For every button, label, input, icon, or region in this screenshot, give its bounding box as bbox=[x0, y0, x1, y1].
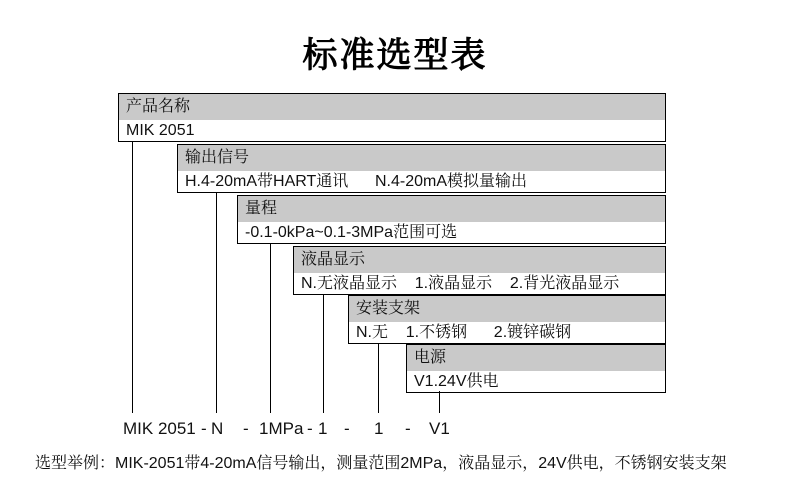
code-separator: - bbox=[243, 419, 249, 438]
header-cell-lcd-display: 液晶显示 bbox=[294, 247, 665, 273]
code-segment-power: V1 bbox=[429, 419, 450, 438]
code-segment-lcd: 1 bbox=[318, 419, 328, 438]
connector-line-power-supply bbox=[439, 391, 440, 413]
code-separator: - bbox=[307, 419, 313, 438]
value-cell-product-name: MIK 2051 bbox=[126, 122, 195, 139]
value-cell-range: -0.1-0kPa~0.1-3MPa范围可选 bbox=[245, 224, 458, 241]
header-cell-product-name: 产品名称 bbox=[119, 94, 665, 120]
row-product-name bbox=[118, 93, 666, 142]
code-separator: - bbox=[201, 419, 207, 438]
connector-line-lcd-display bbox=[323, 294, 324, 413]
code-segment-range: 1MPa bbox=[259, 419, 304, 438]
header-cell-range: 量程 bbox=[238, 196, 665, 222]
value-cell-output-signal: H.4-20mA带HART通讯 N.4-20mA模拟量输出 bbox=[185, 173, 527, 190]
header-cell-power-supply: 电源 bbox=[407, 345, 665, 371]
connector-line-output-signal bbox=[216, 192, 217, 413]
page-title: 标准选型表 bbox=[302, 36, 488, 75]
row-range bbox=[237, 195, 666, 244]
row-mounting-bracket bbox=[348, 295, 666, 344]
value-cell-mounting-bracket: N.无 1.不锈钢 2.镀锌碳钢 bbox=[356, 324, 572, 341]
connector-line-range bbox=[270, 243, 271, 413]
example-text: 选型举例：MIK-2051带4-20mA信号输出，测量范围2MPa，液晶显示，24V供电，不锈钢安装支架 bbox=[35, 455, 727, 472]
row-lcd-display bbox=[293, 246, 666, 295]
code-segment-model: MIK 2051 bbox=[123, 419, 196, 438]
value-cell-power-supply: V1.24V供电 bbox=[414, 373, 499, 390]
row-output-signal bbox=[177, 144, 666, 193]
code-segment-signal: N bbox=[211, 419, 224, 438]
connector-line-product-name bbox=[132, 141, 133, 413]
code-separator: - bbox=[344, 419, 350, 438]
header-cell-mounting-bracket: 安装支架 bbox=[349, 296, 665, 322]
connector-line-mounting-bracket bbox=[378, 343, 379, 413]
value-cell-lcd-display: N.无液晶显示 1.液晶显示 2.背光液晶显示 bbox=[301, 275, 620, 292]
row-power-supply bbox=[406, 344, 666, 393]
header-cell-output-signal: 输出信号 bbox=[178, 145, 665, 171]
code-segment-bracket: 1 bbox=[374, 419, 384, 438]
code-separator: - bbox=[405, 419, 411, 438]
